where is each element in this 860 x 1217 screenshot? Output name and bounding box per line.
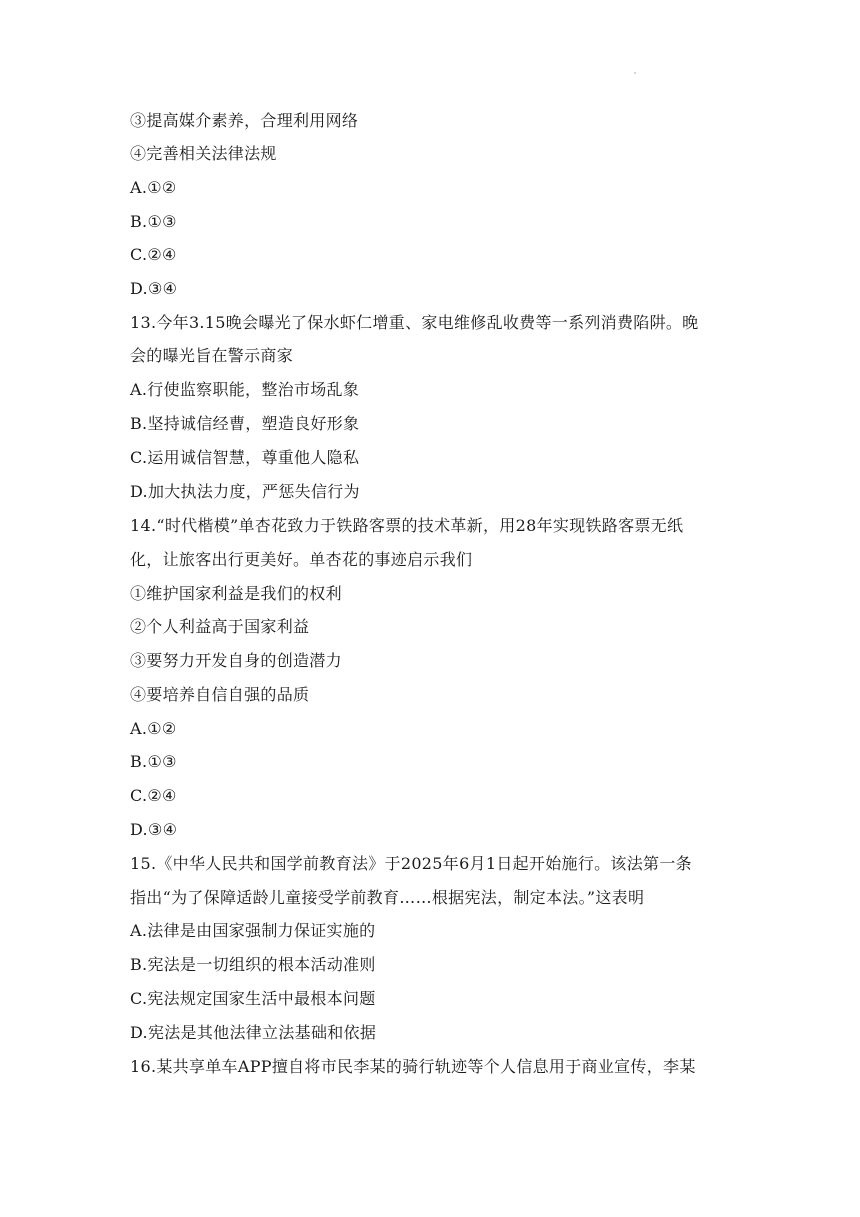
q14-item-4: ④要培养自信自强的品质 bbox=[130, 685, 310, 704]
q15-choice-a: A.法律是由国家强制力保证实施的 bbox=[130, 921, 376, 940]
choice-b: B.①③ bbox=[130, 212, 177, 231]
q15-choice-c: C.宪法规定国家生活中最根本问题 bbox=[130, 989, 376, 1008]
scan-speck bbox=[634, 72, 636, 74]
question-16-line-1: 16.某共享单车APP擅自将市民李某的骑行轨迹等个人信息用于商业宣传，李某 bbox=[130, 1057, 696, 1076]
question-15-line-1: 15.《中华人民共和国学前教育法》于2025年6月1日起开始施行。该法第一条 bbox=[130, 854, 692, 873]
item-3-option: ③提高媒介素养，合理利用网络 bbox=[130, 111, 359, 130]
q13-choice-a: A.行使监察职能，整治市场乱象 bbox=[130, 380, 360, 399]
q13-choice-b: B.坚持诚信经曹，塑造良好形象 bbox=[130, 414, 360, 433]
q14-choice-d: D.③④ bbox=[130, 820, 178, 839]
q14-item-2: ②个人利益高于国家利益 bbox=[130, 617, 310, 636]
q13-choice-c: C.运用诚信智慧，尊重他人隐私 bbox=[130, 448, 360, 467]
choice-c: C.②④ bbox=[130, 245, 177, 264]
q14-choice-a: A.①② bbox=[130, 719, 177, 738]
choice-a: A.①② bbox=[130, 178, 177, 197]
choice-d: D.③④ bbox=[130, 279, 178, 298]
q15-choice-b: B.宪法是一切组织的根本活动准则 bbox=[130, 955, 376, 974]
q14-item-3: ③要努力开发自身的创造潜力 bbox=[130, 651, 342, 670]
question-13-line-1: 13.今年3.15晚会曝光了保水虾仁增重、家电维修乱收费等一系列消费陷阱。晚 bbox=[130, 313, 699, 332]
question-15-line-2: 指出“为了保障适龄儿童接受学前教育……根据宪法，制定本法。”这表明 bbox=[130, 888, 645, 907]
q13-choice-d: D.加大执法力度，严惩失信行为 bbox=[130, 482, 360, 501]
question-13-line-2: 会的曝光旨在警示商家 bbox=[130, 346, 294, 365]
q14-item-1: ①维护国家利益是我们的权利 bbox=[130, 584, 342, 603]
q14-choice-b: B.①③ bbox=[130, 752, 177, 771]
question-14-line-2: 化，让旅客出行更美好。单杏花的事迹启示我们 bbox=[130, 550, 473, 569]
question-14-line-1: 14.“时代楷模”单杏花致力于铁路客票的技术革新，用28年实现铁路客票无纸 bbox=[130, 516, 684, 535]
q14-choice-c: C.②④ bbox=[130, 786, 177, 805]
q15-choice-d: D.宪法是其他法律立法基础和依据 bbox=[130, 1023, 377, 1042]
item-4-option: ④完善相关法律法规 bbox=[130, 144, 277, 163]
